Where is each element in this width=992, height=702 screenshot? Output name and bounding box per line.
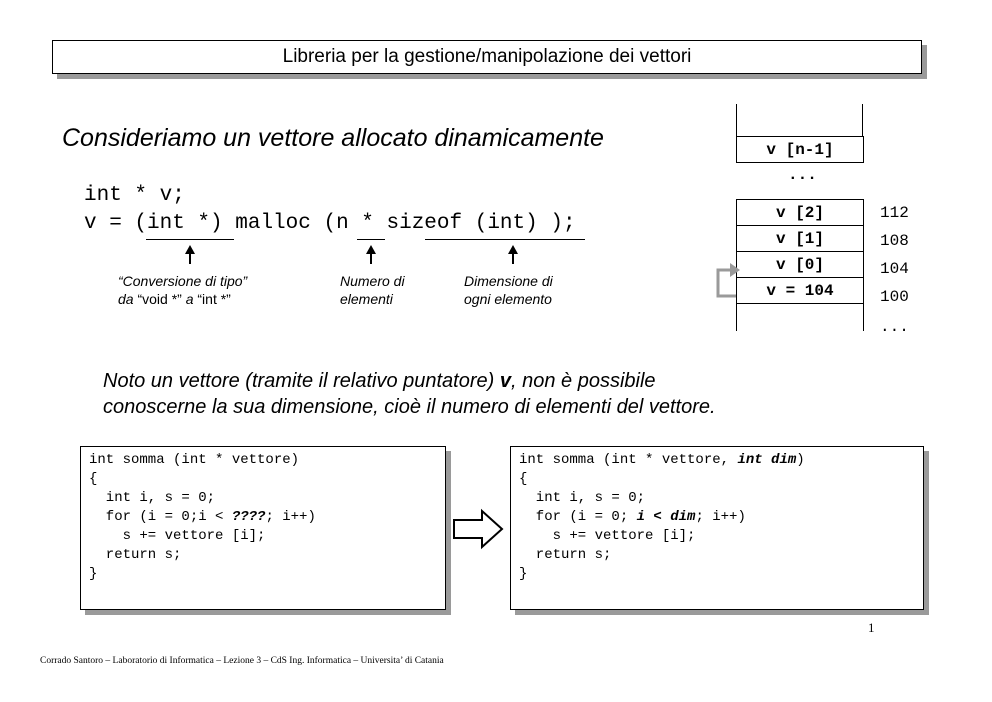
left-code-unknown: ???? (231, 509, 266, 525)
addr-100: 100 (880, 288, 909, 306)
count-arrow-icon (366, 245, 376, 264)
right-code-condition: i < dim (636, 509, 696, 525)
right-code-l3: int i, s = 0; (519, 490, 646, 506)
code-malloc: malloc (222, 212, 324, 235)
right-code-l2: { (519, 471, 528, 487)
size-arrow-icon (508, 245, 518, 264)
left-code-l4a: for (i = 0;i < (89, 509, 232, 525)
code-cast: (int *) (134, 212, 223, 235)
size-note-line1: Dimensione di (464, 273, 553, 289)
left-code-l5: s += vettore [i]; (89, 528, 266, 544)
sizeof-underline (425, 239, 585, 240)
right-code-l4a: for (i = 0; (519, 509, 637, 525)
cast-underline (146, 239, 234, 240)
count-note-line2: elementi (340, 291, 393, 307)
size-note-line2: ogni elemento (464, 291, 552, 307)
page-number: 1 (868, 620, 875, 635)
right-code-l6: return s; (519, 547, 612, 563)
right-code-l1c: ) (796, 452, 805, 468)
left-code-l3: int i, s = 0; (89, 490, 216, 506)
addr-112: 112 (880, 204, 909, 222)
mem-cell-v1: v [1] (736, 225, 864, 252)
slide-title: Libreria per la gestione/manipolazione dei vettori (282, 46, 692, 67)
statement-line2: conoscerne la sua dimensione, cioè il numero di elementi del vettore. (103, 396, 716, 418)
code-n: n (336, 212, 349, 235)
mem-cell-v2: v [2] (736, 199, 864, 226)
cast-note-a: a (185, 291, 194, 307)
mem-cell-top: v [n-1] (736, 136, 864, 163)
size-note (464, 272, 553, 308)
cast-note-da: da (118, 291, 134, 307)
mem-top-right-wall (862, 104, 863, 136)
code-prefix: v = (84, 212, 135, 235)
code-open-paren: ( (323, 212, 337, 235)
left-code-l7: } (89, 566, 98, 582)
heading: Consideriamo un vettore allocato dinamicamente (62, 124, 604, 152)
cast-note-int: “int *” (193, 291, 231, 307)
cast-note-void: “void *” (133, 291, 186, 307)
right-code-l5: s += vettore [i]; (519, 528, 696, 544)
mem-ellipsis-mid: ... (788, 166, 817, 184)
left-code-l6: return s; (89, 547, 182, 563)
left-code-l4 (89, 508, 437, 527)
statement-part1: Noto un vettore (tramite il relativo puntatore) (103, 370, 500, 392)
hollow-right-arrow-icon (452, 508, 506, 550)
slide-title-box (52, 40, 922, 74)
mem-cell-empty (736, 303, 864, 331)
addr-ellipsis: ... (880, 318, 909, 336)
left-code-l1: int somma (int * vettore) (89, 452, 300, 468)
code-box-left (80, 446, 446, 610)
n-underline (357, 239, 385, 240)
cast-note (118, 272, 247, 308)
mem-top-left-wall (736, 104, 737, 136)
statement-line1 (103, 368, 716, 394)
cast-note-line1: “Conversione di tipo” (118, 273, 248, 289)
right-code-l4c: ; i++) (695, 509, 746, 525)
pointer-arrow-icon (712, 258, 742, 300)
footer: Corrado Santoro – Laboratorio di Informatica – Lezione 3 – CdS Ing. Informatica – Universita’ di Catania (40, 656, 444, 666)
addr-108: 108 (880, 232, 909, 250)
addr-104: 104 (880, 260, 909, 278)
statement-v: v (499, 370, 511, 392)
code-line-1: int * v; (84, 184, 185, 207)
mem-cell-pointer: v = 104 (736, 277, 864, 304)
code-times: * (348, 212, 387, 235)
mem-cell-v0: v [0] (736, 251, 864, 278)
left-code-l2: { (89, 471, 98, 487)
cast-arrow-icon (185, 245, 195, 264)
right-code-l4 (519, 508, 915, 527)
right-code-l1a: int somma (int * vettore, (519, 452, 738, 468)
right-code-l7: } (519, 566, 528, 582)
cast-note-line2 (118, 290, 247, 308)
right-code-l1 (519, 451, 915, 470)
right-code-dim-param: int dim (737, 452, 797, 468)
statement-part2: , non è possibile (510, 370, 656, 392)
count-note-line1: Numero di (340, 273, 405, 289)
statement (103, 368, 716, 420)
code-box-right (510, 446, 924, 610)
code-sizeof: sizeof (int) (386, 212, 538, 235)
left-code-l4c: ; i++) (265, 509, 316, 525)
code-line-2 (84, 212, 576, 235)
mem-stack (736, 199, 864, 331)
count-note (340, 272, 405, 308)
code-tail: ); (537, 212, 576, 235)
